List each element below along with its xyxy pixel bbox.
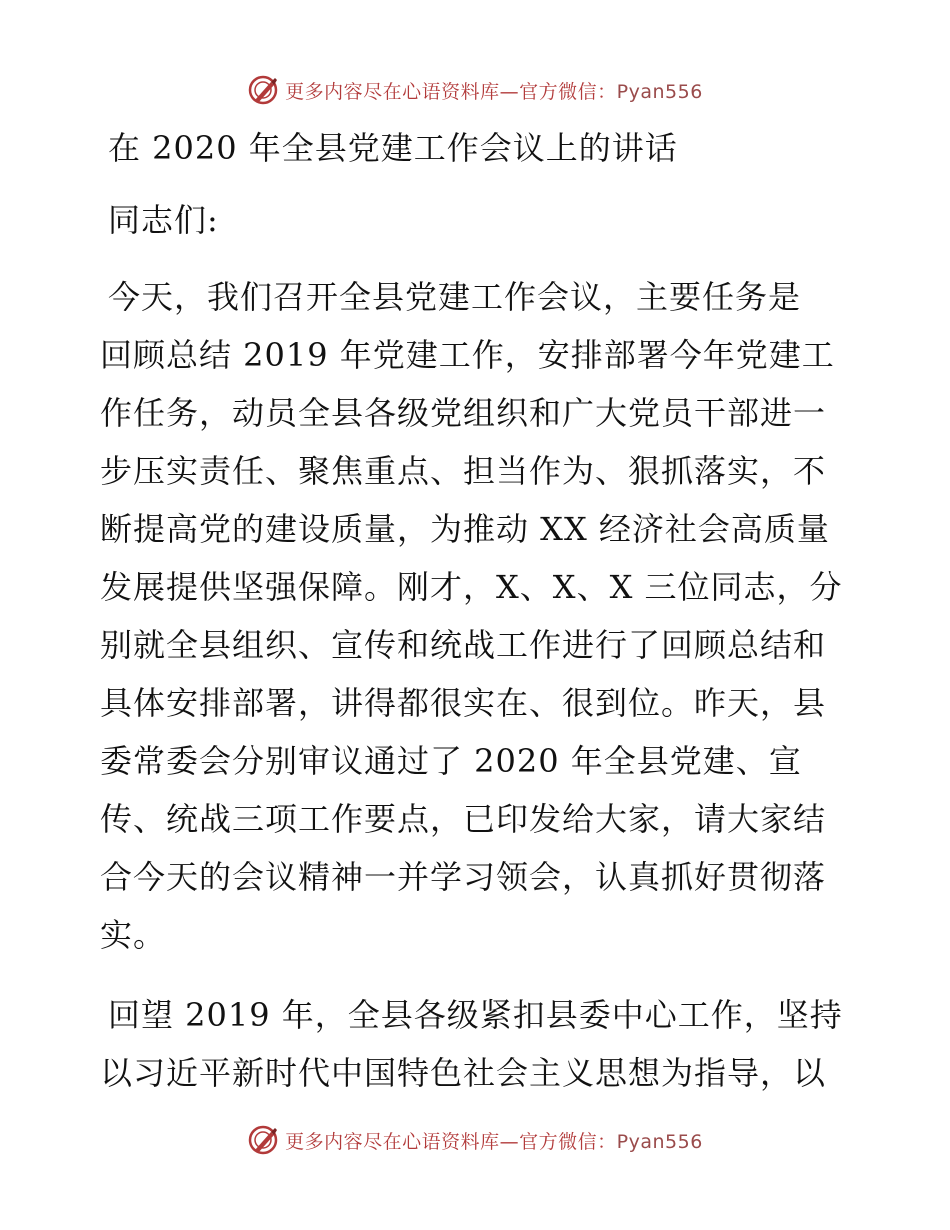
text-line: 委常委会分别审议通过了 2020 年全县党建、宣 bbox=[100, 742, 802, 780]
text-line: 别就全县组织、宣传和统战工作进行了回顾总结和 bbox=[100, 626, 827, 664]
text-line: 发展提供坚强保障。刚才，X、X、X 三位同志，分 bbox=[100, 568, 843, 606]
document-body bbox=[100, 122, 850, 1102]
pen-logo-icon bbox=[247, 1124, 279, 1156]
footer-banner bbox=[0, 1120, 950, 1160]
text-line: 作任务，动员全县各级党组织和广大党员干部进一 bbox=[100, 394, 827, 432]
text-line: 合今天的会议精神一并学习领会，认真抓好贯彻落 bbox=[100, 858, 827, 896]
text-line: 断提高党的建设质量，为推动 XX 经济社会高质量 bbox=[100, 510, 830, 548]
footer-banner-text: 更多内容尽在心语资料库—官方微信： bbox=[285, 1130, 617, 1153]
header-banner bbox=[0, 70, 950, 110]
text-line: 传、统战三项工作要点，已印发给大家，请大家结 bbox=[100, 800, 827, 838]
paragraph-1 bbox=[100, 268, 850, 964]
salutation: 同志们: bbox=[108, 201, 219, 239]
text-line: 今天，我们召开全县党建工作会议，主要任务是 bbox=[108, 278, 802, 316]
text-line: 实。 bbox=[100, 916, 167, 954]
text-line: 具体安排部署，讲得都很实在、很到位。昨天，县 bbox=[100, 684, 827, 722]
pen-logo-icon bbox=[247, 74, 279, 106]
text-line: 回顾总结 2019 年党建工作，安排部署今年党建工 bbox=[100, 336, 835, 374]
header-wechat-id: Pyan556 bbox=[616, 80, 703, 103]
footer-wechat-id: Pyan556 bbox=[616, 1130, 703, 1153]
paragraph-2 bbox=[100, 986, 850, 1102]
header-banner-text: 更多内容尽在心语资料库—官方微信： bbox=[285, 80, 617, 103]
text-line: 以习近平新时代中国特色社会主义思想为指导，以 bbox=[100, 1054, 827, 1092]
text-line: 回望 2019 年，全县各级紧扣县委中心工作，坚持 bbox=[108, 996, 843, 1034]
text-line: 步压实责任、聚焦重点、担当作为、狠抓落实，不 bbox=[100, 452, 827, 490]
document-title: 在 2020 年全县党建工作会议上的讲话 bbox=[108, 129, 678, 167]
